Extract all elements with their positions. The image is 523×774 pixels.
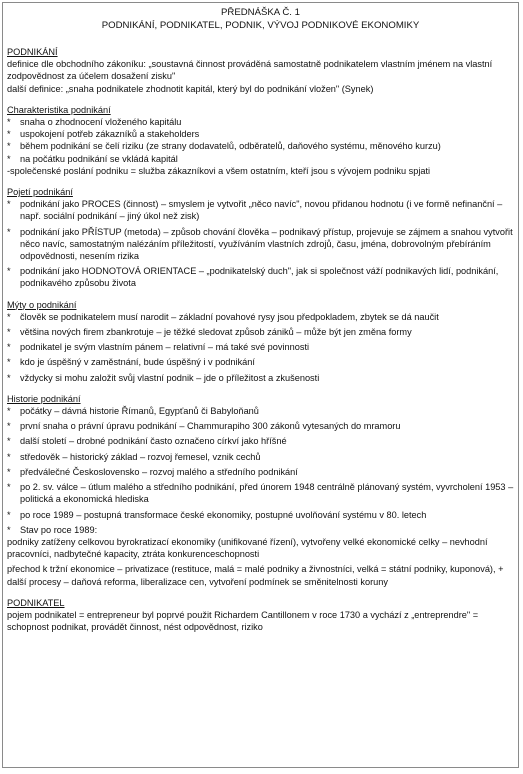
section-heading-historie: Historie podnikání bbox=[7, 393, 81, 404]
list-item: * po 2. sv. válce – útlum malého a středního podnikání, před únorem 1948 centrálně plánovaný systém, vyvrcholení 1953 – politická a ekonomická hlediska bbox=[7, 481, 514, 505]
list-item: * podnikání jako HODNOTOVÁ ORIENTACE – „podnikatelský duch", jak si společnost váží podnikavých lidí, podnikání, podnikavého způsobu života bbox=[7, 265, 514, 289]
list-item: * uspokojení potřeb zákazníků a stakeholders bbox=[7, 128, 514, 140]
pojeti-list bbox=[7, 198, 514, 289]
list-item: * vždycky si mohu založit svůj vlastní podnik – jde o příležitost a zkušenosti bbox=[7, 372, 514, 384]
charakteristika-list bbox=[7, 116, 514, 165]
myty-list bbox=[7, 311, 514, 384]
definition-obchodni-zakonik: definice dle obchodního zákoníku: „soustavná činnost prováděná samostatně podnikatelem vlastním jménem na vlastní zodpovědnost za účelem dosažení zisku" bbox=[7, 59, 493, 82]
definition-synek: další definice: „snaha podnikatele zhodnotit kapitál, který byl do podnikání vložen" (Synek) bbox=[7, 83, 374, 94]
list-item: * kdo je úspěšný v zaměstnání, bude úspěšný i v podnikání bbox=[7, 356, 514, 368]
lecture-title: PODNIKÁNÍ, PODNIKATEL, PODNIK, VÝVOJ PODNIKOVÉ EKONOMIKY bbox=[101, 20, 420, 31]
list-item: * během podnikání se čelí riziku (ze strany dodavatelů, odběratelů, daňového systému, měnového kurzu) bbox=[7, 140, 514, 152]
list-item: * předválečné Československo – rozvoj malého a středního podnikání bbox=[7, 466, 514, 478]
list-item: * počátky – dávná historie Římanů, Egypťanů či Babyloňanů bbox=[7, 405, 514, 417]
list-item: * podnikání jako PROCES (činnost) – smyslem je vytvořit „něco navíc", novou přidanou hodnotu (i ve formě nefinanční – např. sociální podnikání – jiný úkol než zisk) bbox=[7, 198, 514, 222]
stav-po-1989-paragraph: podniky zatíženy celkovou byrokratizací ekonomiky (unifikované řízení), vytvořeny velké ekonomické celky – nevhodní pracovníci, nadbytečné kapacity, ztráta konkurenceschopnosti bbox=[7, 536, 488, 560]
list-item: * podnikatel je svým vlastním pánem – relativní – má také své povinnosti bbox=[7, 341, 514, 353]
section-heading-pojeti: Pojetí podnikání bbox=[7, 187, 73, 198]
section-heading-podnikatel: PODNIKATEL bbox=[7, 597, 65, 608]
section-heading-myty: Mýty o podnikání bbox=[7, 299, 77, 310]
podnikatel-definition: pojem podnikatel = entrepreneur byl poprvé použit Richardem Cantillonem v roce 1730 a vychází z „entreprendre" = schopnost podnikat, provádět činnost, nést odpovědnost, riziko bbox=[7, 609, 479, 633]
list-item: * první snaha o právní úpravu podnikání – Chammurapiho 300 zákonů vytesaných do mramoru bbox=[7, 420, 514, 432]
section-heading-podnikani: PODNIKÁNÍ bbox=[7, 47, 58, 57]
list-item: * středověk – historický základ – rozvoj řemesel, vznik cechů bbox=[7, 451, 514, 463]
list-item: * na počátku podnikání se vkládá kapitál bbox=[7, 153, 514, 165]
list-item: * podnikání jako PŘÍSTUP (metoda) – způsob chování člověka – podnikavý přístup, projevuje se zájmem a snahou vytvořit něco navíc, samostatným nalézáním příležitostí, využíváním vlastních zdrojů, času, jména, dobrovolným přebíráním odpovědnosti, nesením rizika bbox=[7, 226, 514, 263]
list-item: * po roce 1989 – postupná transformace české ekonomiky, postupné uvolňování systému v 80. letech bbox=[7, 509, 514, 521]
list-item: * člověk se podnikatelem musí narodit – základní povahové rysy jsou předpokladem, zbytek se dá naučit bbox=[7, 311, 514, 323]
list-item: * snaha o zhodnocení vloženého kapitálu bbox=[7, 116, 514, 128]
document-page bbox=[2, 2, 519, 768]
list-item: * další století – drobné podnikání často označeno církví jako hříšné bbox=[7, 435, 514, 447]
lecture-number: PŘEDNÁŠKA Č. 1 bbox=[221, 7, 300, 18]
historie-list bbox=[7, 405, 514, 536]
spolecenske-poslani-note: -společenské poslání podniku = služba zákazníkovi a všem ostatním, kteří jsou s vývojem podniku spjati bbox=[7, 165, 431, 176]
section-heading-charakteristika: Charakteristika podnikání bbox=[7, 104, 111, 115]
privatizace-paragraph: přechod k tržní ekonomice – privatizace (restituce, malá = malé podniky a živnostníci, velká = státní podniky, kuponová), + další procesy – daňová reforma, liberalizace cen, vytvoření podmínek se směnitelnosti koruny bbox=[7, 564, 504, 587]
list-item: * většina nových firem zbankrotuje – je těžké sledovat způsob zániků – může být jen změna formy bbox=[7, 326, 514, 338]
list-item: * Stav po roce 1989: bbox=[7, 524, 514, 536]
